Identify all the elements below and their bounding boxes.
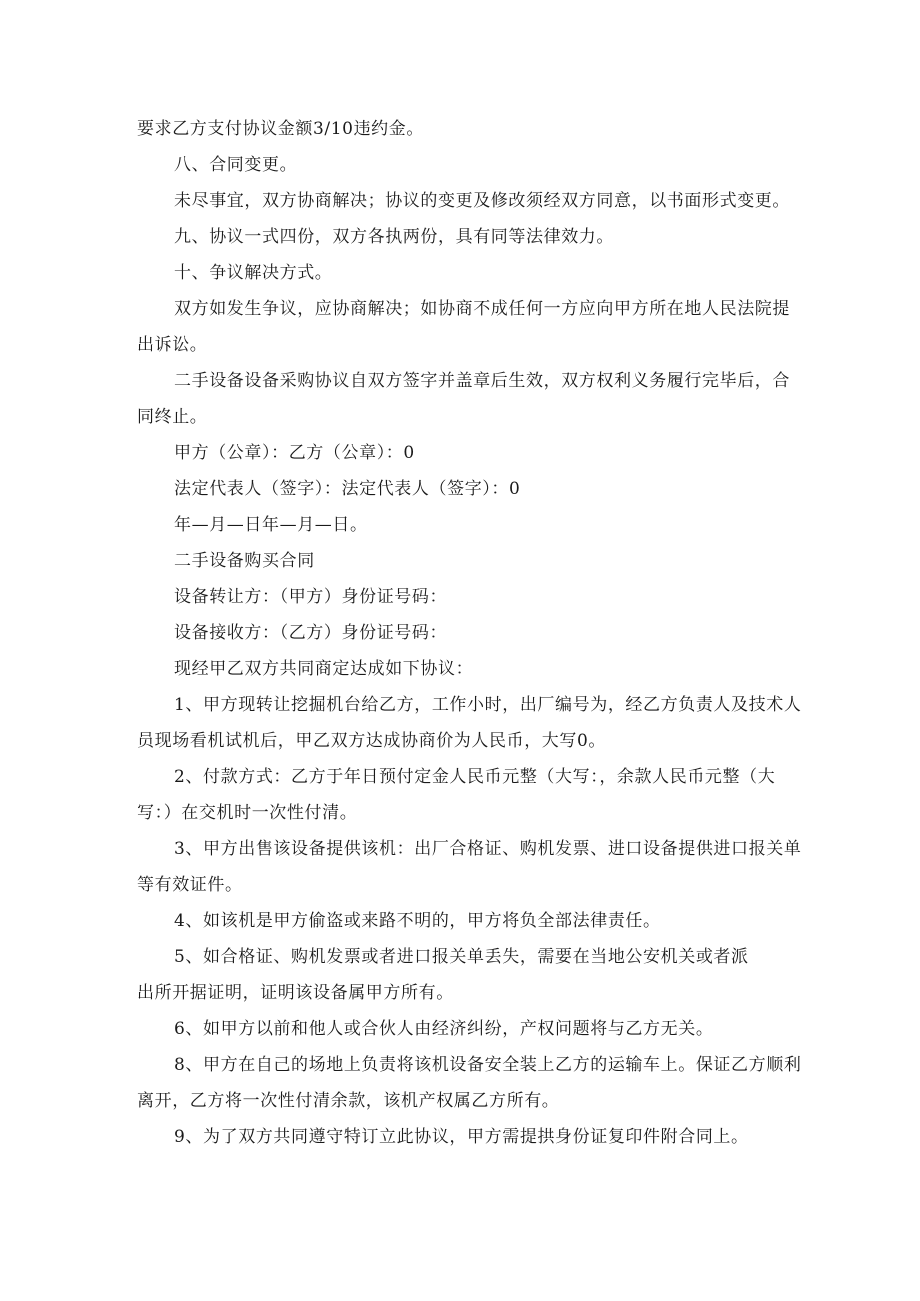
signature-line: 甲方（公章）：乙方（公章）：0 <box>174 443 415 463</box>
clause-line: 1、甲方现转让挖掘机台给乙方，工作小时，出厂编号为，经乙方负责人及技术人 <box>174 695 802 715</box>
text-line: 设备接收方：（乙方）身份证号码： <box>174 623 448 643</box>
clause-line: 写：）在交机时一次性付清。 <box>137 803 358 823</box>
clause-line: 离开，乙方将一次性付清余款，该机产权属乙方所有。 <box>137 1091 560 1111</box>
text-line: 九、协议一式四份，双方各执两份，具有同等法律效力。 <box>174 227 614 247</box>
section-heading: 十、争议解决方式。 <box>174 263 333 283</box>
clause-line: 6、如甲方以前和他人或合伙人由经济纠纷，产权问题将与乙方无关。 <box>174 1019 714 1039</box>
clause-line: 8、甲方在自己的场地上负责将该机设备安全装上乙方的运输车上。保证乙方顺利 <box>174 1055 802 1075</box>
text-line: 同终止。 <box>137 407 208 427</box>
section-heading: 八、合同变更。 <box>174 155 298 175</box>
clause-line: 3、甲方出售该设备提供该机：出厂合格证、购机发票、进口设备提供进口报关单 <box>174 839 802 859</box>
clause-line: 4、如该机是甲方偷盗或来路不明的，甲方将负全部法律责任。 <box>174 911 661 931</box>
text-line: 双方如发生争议，应协商解决；如协商不成任何一方应向甲方所在地人民法院提 <box>174 299 790 319</box>
text-line: 出诉讼。 <box>137 335 208 355</box>
text-line: 要求乙方支付协议金额3/10违约金。 <box>137 119 424 139</box>
clause-line: 出所开据证明，证明该设备属甲方所有。 <box>137 983 454 1003</box>
clause-line: 9、为了双方共同遵守特订立此协议，甲方需提拱身份证复印件附合同上。 <box>174 1127 749 1147</box>
clause-line: 2、付款方式：乙方于年日预付定金人民币元整（大写：，余款人民币元整（大 <box>174 767 776 787</box>
signature-line: 法定代表人（签字）：法定代表人（签字）：0 <box>174 479 521 499</box>
text-line: 设备转让方：（甲方）身份证号码： <box>174 587 448 607</box>
text-line: 未尽事宜，双方协商解决；协议的变更及修改须经双方同意，以书面形式变更。 <box>174 191 790 211</box>
clause-line: 等有效证件。 <box>137 875 243 895</box>
text-line: 二手设备设备采购协议自双方签字并盖章后生效，双方权利义务履行完毕后，合 <box>174 371 790 391</box>
clause-line: 员现场看机试机后，甲乙双方达成协商价为人民币，大写0。 <box>137 731 607 751</box>
clause-line: 5、如合格证、购机发票或者进口报关单丢失，需要在当地公安机关或者派 <box>174 947 749 967</box>
date-line: 年—月—日年—月—日。 <box>174 515 368 535</box>
text-line: 现经甲乙双方共同商定达成如下协议： <box>174 659 474 679</box>
contract-title: 二手设备购买合同 <box>174 551 315 571</box>
